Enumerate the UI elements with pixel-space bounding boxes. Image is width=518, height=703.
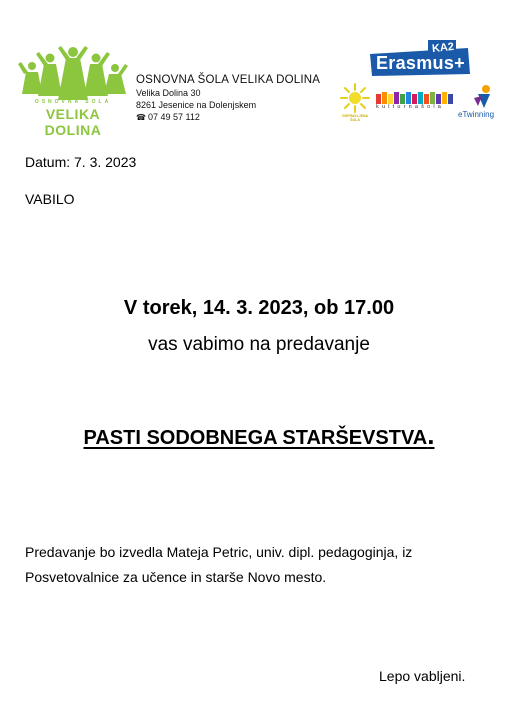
lecture-title-dot: . [427, 420, 435, 450]
school-city: 8261 Jesenice na Dolenjskem [136, 100, 257, 110]
erasmus-name: Erasmus+ [376, 53, 465, 73]
partner-logos [338, 82, 498, 124]
school-phone-line [136, 111, 320, 124]
school-logo [18, 44, 128, 138]
sun-logo [338, 82, 372, 120]
etwinning-logo [458, 84, 498, 122]
invite-line: vas vabimo na predavanje [148, 334, 370, 355]
sun-icon [338, 82, 372, 114]
people-chain-icon [376, 90, 458, 104]
erasmus-ka2: KA2 [431, 40, 455, 56]
lecture-title [0, 420, 518, 450]
school-address [136, 73, 320, 124]
kulturna-sola-label: kulturnašola [376, 104, 445, 110]
logo-name: VELIKA DOLINA [44, 106, 102, 138]
kulturna-sola-logo [376, 90, 458, 114]
closing-line: Lepo vabljeni. [379, 668, 466, 684]
erasmus-logo [370, 40, 474, 78]
sun-logo-label: ODPRAVLJENA ŠOLA [341, 114, 369, 122]
phone-icon: ☎ [136, 113, 146, 122]
school-name: OSNOVNA ŠOLA VELIKA DOLINA [136, 74, 321, 86]
school-street: Velika Dolina 30 [136, 88, 201, 98]
document-heading: VABILO [25, 191, 75, 207]
lecturer-paragraph: Predavanje bo izvedla Mateja Petric, univ. dipl. pedagoginja, iz Posvetovalnice za učence in starše Novo mesto. [25, 544, 413, 585]
etwinning-label: eTwinning [458, 110, 495, 119]
school-phone: 07 49 57 112 [147, 112, 200, 122]
logo-subtitle: OSNOVNA ŠOLA [34, 99, 112, 105]
document-date: Datum: 7. 3. 2023 [25, 154, 137, 170]
lecture-title-text: PASTI SODOBNEGA STARŠEVSTVA [83, 427, 428, 449]
dancing-figures-logo-icon [18, 44, 128, 102]
etwinning-figure-icon [458, 84, 498, 110]
event-datetime: V torek, 14. 3. 2023, ob 17.00 [123, 297, 395, 319]
